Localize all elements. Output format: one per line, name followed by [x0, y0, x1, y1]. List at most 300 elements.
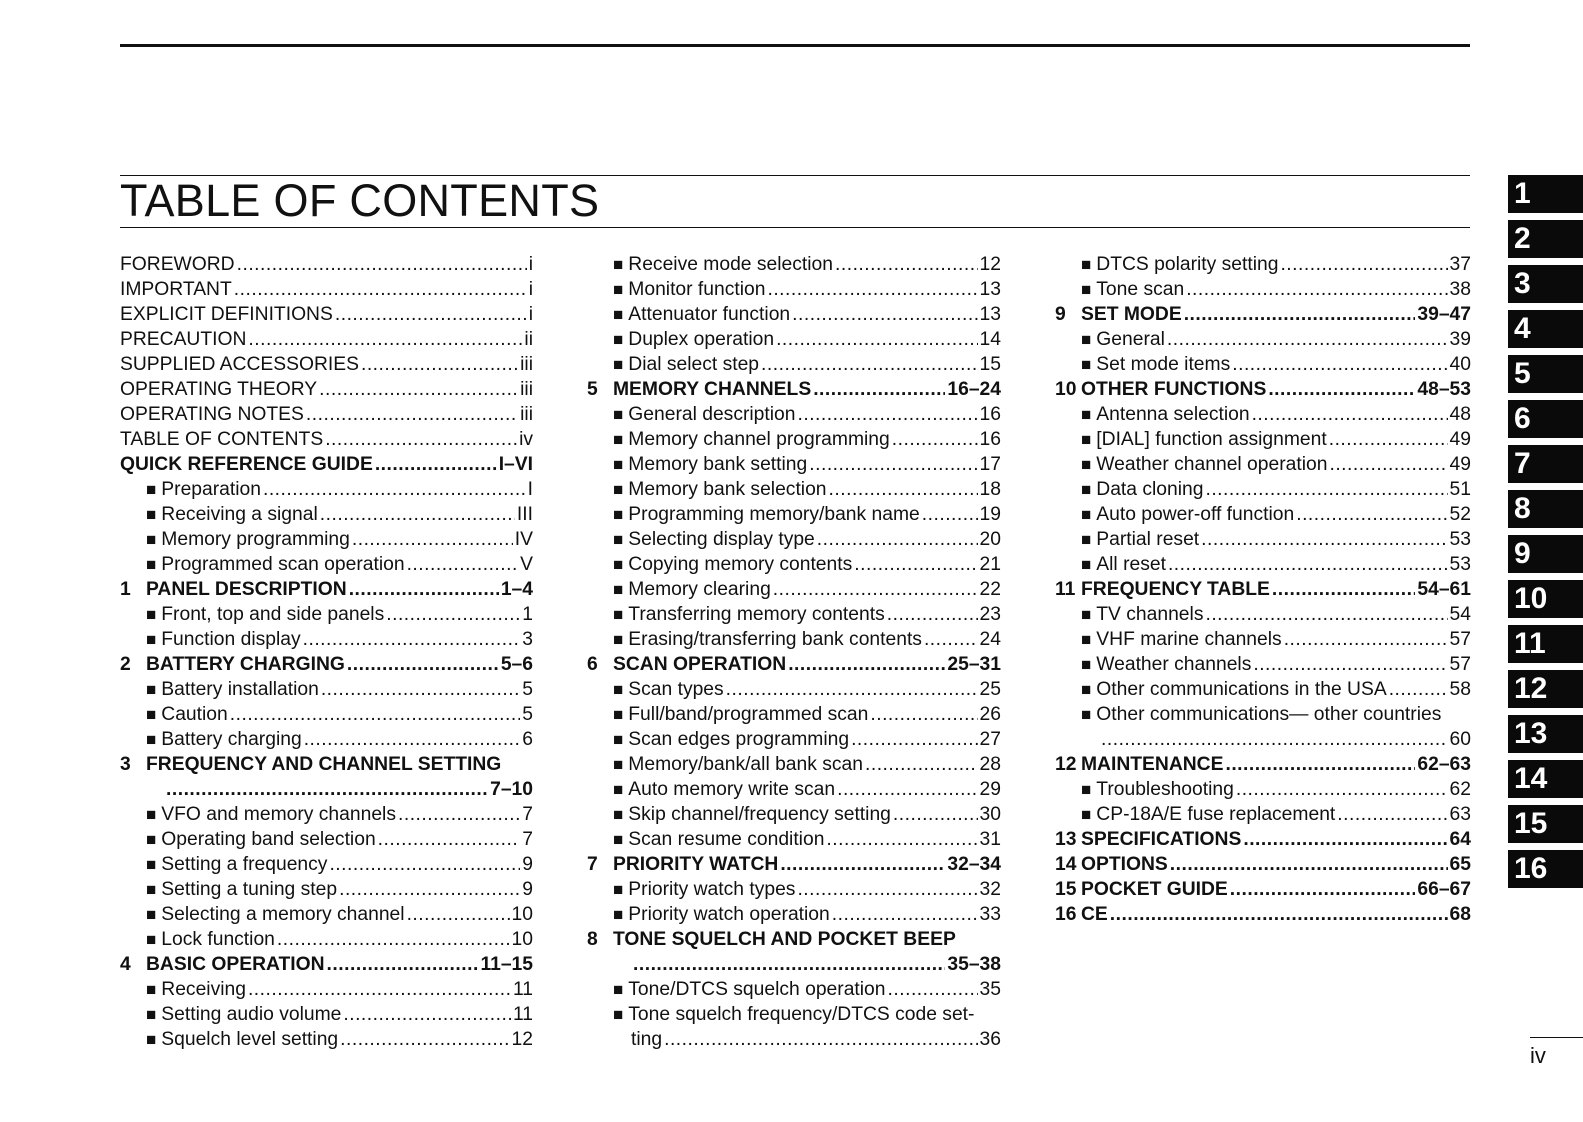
- entry-title: Programming memory/bank name: [628, 504, 920, 525]
- toc-entry[interactable]: [1055, 427, 1471, 452]
- toc-entry[interactable]: [120, 727, 533, 752]
- square-bullet-icon: ■: [146, 505, 157, 524]
- toc-entry[interactable]: [120, 352, 533, 377]
- entry-page: 7: [522, 804, 533, 825]
- entry-page: I–VI: [498, 454, 533, 475]
- toc-entry[interactable]: [120, 277, 533, 302]
- toc-entry[interactable]: [1055, 327, 1471, 352]
- toc-entry[interactable]: [587, 977, 1001, 1002]
- entry-page: i: [528, 304, 533, 325]
- toc-entry[interactable]: [587, 777, 1001, 802]
- entry-page: IV: [514, 529, 533, 550]
- dot-leader: [304, 727, 521, 752]
- toc-entry[interactable]: [120, 702, 533, 727]
- square-bullet-icon: ■: [613, 455, 624, 474]
- dot-leader: [1243, 827, 1447, 852]
- entry-page: III: [516, 504, 533, 525]
- chapter-title: SPECIFICATIONS: [1081, 829, 1242, 850]
- entry-title: ting: [631, 1029, 663, 1050]
- toc-entry[interactable]: [587, 277, 1001, 302]
- toc-entry[interactable]: [587, 677, 1001, 702]
- entry-page: 28: [979, 754, 1001, 775]
- toc-entry[interactable]: [120, 402, 533, 427]
- toc-chapter-entry[interactable]: [587, 377, 1001, 402]
- entry-page: 32: [979, 879, 1001, 900]
- entry-title: Caution: [161, 704, 228, 725]
- entry-page: 31: [979, 829, 1001, 850]
- dot-leader: [386, 602, 520, 627]
- chapter-title: FREQUENCY AND CHANNEL SETTING: [146, 754, 502, 775]
- toc-entry[interactable]: [1055, 802, 1471, 827]
- toc-entry[interactable]: [587, 727, 1001, 752]
- entry-page: 11: [512, 1004, 533, 1025]
- chapter-tab-14[interactable]: 14: [1508, 760, 1583, 798]
- toc-entry[interactable]: [120, 327, 533, 352]
- toc-entry[interactable]: [587, 552, 1001, 577]
- entry-title: Selecting a memory channel: [161, 904, 405, 925]
- toc-entry[interactable]: [587, 877, 1001, 902]
- chapter-tab-12[interactable]: 12: [1508, 670, 1583, 708]
- chapter-tab-9[interactable]: 9: [1508, 535, 1583, 573]
- toc-entry[interactable]: [1055, 602, 1471, 627]
- toc-entry[interactable]: [587, 452, 1001, 477]
- square-bullet-icon: ■: [146, 630, 157, 649]
- entry-page: 14: [979, 329, 1001, 350]
- toc-entry[interactable]: [120, 527, 533, 552]
- chapter-tab-15[interactable]: 15: [1508, 805, 1583, 843]
- toc-entry[interactable]: [587, 577, 1001, 602]
- toc-chapter-entry[interactable]: [1055, 827, 1471, 852]
- toc-entry[interactable]: [120, 477, 533, 502]
- toc-entry[interactable]: [587, 802, 1001, 827]
- entry-page: 40: [1449, 354, 1471, 375]
- dot-leader: [327, 952, 479, 977]
- chapter-tab-11[interactable]: 11: [1508, 625, 1583, 663]
- chapter-number: 1: [120, 579, 131, 600]
- chapter-tab-8[interactable]: 8: [1508, 490, 1583, 528]
- entry-title: SUPPLIED ACCESSORIES: [120, 354, 359, 375]
- chapter-tab-16[interactable]: 16: [1508, 850, 1583, 888]
- entry-title: VFO and memory channels: [161, 804, 396, 825]
- toc-entry[interactable]: [1055, 652, 1471, 677]
- dot-leader: [361, 352, 518, 377]
- toc-entry[interactable]: [1055, 702, 1471, 727]
- toc-chapter-entry[interactable]: [1055, 377, 1471, 402]
- square-bullet-icon: ■: [1081, 680, 1092, 699]
- toc-entry[interactable]: [120, 852, 533, 877]
- entry-title: Partial reset: [1096, 529, 1200, 550]
- toc-entry[interactable]: [1055, 777, 1471, 802]
- square-bullet-icon: ■: [613, 330, 624, 349]
- square-bullet-icon: ■: [146, 705, 157, 724]
- entry-page: 26: [979, 704, 1001, 725]
- entry-title: Tone/DTCS squelch operation: [628, 979, 886, 1000]
- toc-entry[interactable]: [1055, 352, 1471, 377]
- toc-chapter-continuation[interactable]: [587, 952, 1001, 977]
- dot-leader: [343, 1002, 511, 1027]
- toc-chapter-entry[interactable]: [1055, 902, 1471, 927]
- toc-entry[interactable]: [587, 1002, 1001, 1027]
- toc-entry[interactable]: [120, 877, 533, 902]
- entry-page: 33: [979, 904, 1001, 925]
- toc-entry[interactable]: [587, 752, 1001, 777]
- toc-entry[interactable]: [1055, 477, 1471, 502]
- header-rule: [120, 44, 1470, 47]
- entry-title: Operating band selection: [161, 829, 376, 850]
- entry-page: 52: [1449, 504, 1471, 525]
- chapter-pages: 35–38: [947, 954, 1001, 975]
- entry-page: 23: [979, 604, 1001, 625]
- entry-title: DTCS polarity setting: [1096, 254, 1279, 275]
- chapter-pages: 32–34: [947, 854, 1001, 875]
- toc-chapter-entry[interactable]: [587, 852, 1001, 877]
- toc-chapter-entry[interactable]: [1055, 577, 1471, 602]
- chapter-title: SET MODE: [1081, 304, 1182, 325]
- dot-leader: [1205, 477, 1447, 502]
- entry-page: 37: [1449, 254, 1471, 275]
- page-title: TABLE OF CONTENTS: [120, 175, 600, 226]
- toc-chapter-entry[interactable]: [1055, 852, 1471, 877]
- toc-column-2: [587, 252, 1001, 1052]
- entry-title: Receiving: [161, 979, 246, 1000]
- toc-entry[interactable]: [587, 702, 1001, 727]
- entry-page: 5: [522, 704, 533, 725]
- toc-entry[interactable]: [120, 552, 533, 577]
- toc-entry[interactable]: [120, 1027, 533, 1052]
- entry-title: Memory clearing: [628, 579, 771, 600]
- dot-leader: [340, 1027, 509, 1052]
- entry-title: General: [1096, 329, 1165, 350]
- chapter-pages: 16–24: [947, 379, 1001, 400]
- toc-chapter-entry[interactable]: [120, 577, 533, 602]
- toc-entry[interactable]: [1055, 452, 1471, 477]
- chapter-title: OTHER FUNCTIONS: [1081, 379, 1267, 400]
- chapter-tab-1[interactable]: 1: [1508, 175, 1583, 213]
- square-bullet-icon: ■: [613, 1005, 624, 1024]
- chapter-title: POCKET GUIDE: [1081, 879, 1228, 900]
- entry-page: 12: [979, 254, 1001, 275]
- entry-title: Troubleshooting: [1096, 779, 1234, 800]
- dot-leader: [234, 277, 527, 302]
- entry-title: Setting audio volume: [161, 1004, 342, 1025]
- entry-page: 16: [979, 429, 1001, 450]
- chapter-tab-5[interactable]: 5: [1508, 355, 1583, 393]
- toc-entry[interactable]: [587, 327, 1001, 352]
- square-bullet-icon: ■: [1081, 555, 1092, 574]
- square-bullet-icon: ■: [1081, 455, 1092, 474]
- entry-page: 1: [522, 604, 533, 625]
- square-bullet-icon: ■: [613, 605, 624, 624]
- square-bullet-icon: ■: [613, 530, 624, 549]
- square-bullet-icon: ■: [146, 555, 157, 574]
- toc-entry[interactable]: [587, 527, 1001, 552]
- dot-leader: [1272, 577, 1415, 602]
- toc-entry[interactable]: [587, 502, 1001, 527]
- square-bullet-icon: ■: [146, 805, 157, 824]
- dot-leader: [1186, 277, 1447, 302]
- toc-chapter-entry[interactable]: [1055, 752, 1471, 777]
- toc-entry[interactable]: [120, 927, 533, 952]
- chapter-number: 9: [1055, 304, 1066, 325]
- entry-page: 58: [1449, 679, 1471, 700]
- entry-page: 48: [1449, 404, 1471, 425]
- chapter-title: OPTIONS: [1081, 854, 1168, 875]
- chapter-tab-10[interactable]: 10: [1508, 580, 1583, 618]
- toc-entry[interactable]: [120, 977, 533, 1002]
- dot-leader: [835, 252, 978, 277]
- entry-title: Preparation: [161, 479, 261, 500]
- square-bullet-icon: ■: [1081, 505, 1092, 524]
- chapter-title: MAINTENANCE: [1081, 754, 1224, 775]
- entry-page: 15: [979, 354, 1001, 375]
- entry-page: 39: [1449, 329, 1471, 350]
- entry-title: Memory bank selection: [628, 479, 827, 500]
- dot-leader: [893, 802, 978, 827]
- toc-entry[interactable]: [120, 902, 533, 927]
- dot-leader: [865, 752, 978, 777]
- toc-chapter-continuation[interactable]: [120, 777, 533, 802]
- toc-entry[interactable]: [587, 427, 1001, 452]
- chapter-number: 5: [587, 379, 598, 400]
- toc-entry[interactable]: [120, 627, 533, 652]
- entry-page: 16: [979, 404, 1001, 425]
- square-bullet-icon: ■: [146, 930, 157, 949]
- entry-title: IMPORTANT: [120, 279, 232, 300]
- entry-page: 10: [511, 929, 533, 950]
- dot-leader: [870, 702, 977, 727]
- chapter-title: PRIORITY WATCH: [613, 854, 779, 875]
- entry-title: Setting a tuning step: [161, 879, 338, 900]
- page-number-rule: [1530, 1037, 1583, 1038]
- chapter-title: MEMORY CHANNELS: [613, 379, 812, 400]
- entry-title: Lock function: [161, 929, 275, 950]
- dot-leader: [248, 977, 511, 1002]
- square-bullet-icon: ■: [613, 780, 624, 799]
- entry-page: 5: [522, 679, 533, 700]
- dot-leader: [237, 252, 527, 277]
- toc-entry[interactable]: [587, 1027, 1001, 1052]
- dot-leader: [375, 452, 497, 477]
- square-bullet-icon: ■: [146, 880, 157, 899]
- square-bullet-icon: ■: [613, 805, 624, 824]
- toc-entry[interactable]: [587, 602, 1001, 627]
- chapter-pages: 65: [1449, 854, 1471, 875]
- toc-entry[interactable]: [1055, 277, 1471, 302]
- square-bullet-icon: ■: [146, 605, 157, 624]
- entry-title: OPERATING NOTES: [120, 404, 304, 425]
- entry-title: Other communications— other countries: [1096, 704, 1442, 725]
- toc-entry[interactable]: [120, 802, 533, 827]
- toc-chapter-entry[interactable]: [120, 752, 533, 777]
- dot-leader: [407, 552, 519, 577]
- entry-title: Programmed scan operation: [161, 554, 405, 575]
- entry-title: Weather channels: [1096, 654, 1252, 675]
- chapter-number: 11: [1055, 579, 1076, 600]
- entry-title: Antenna selection: [1096, 404, 1250, 425]
- entry-title: Battery installation: [161, 679, 319, 700]
- chapter-number: 16: [1055, 904, 1077, 925]
- dot-leader: [888, 977, 978, 1002]
- toc-chapter-entry[interactable]: [120, 652, 533, 677]
- toc-entry[interactable]: [120, 827, 533, 852]
- dot-leader: [277, 927, 510, 952]
- dot-leader: [1201, 527, 1447, 552]
- chapter-tab-3[interactable]: 3: [1508, 265, 1583, 303]
- toc-entry[interactable]: [120, 1002, 533, 1027]
- chapter-title: CE: [1081, 904, 1108, 925]
- square-bullet-icon: ■: [613, 280, 624, 299]
- dot-leader: [813, 377, 945, 402]
- dot-leader: [1170, 852, 1448, 877]
- entry-title: FOREWORD: [120, 254, 235, 275]
- entry-title: Attenuator function: [628, 304, 791, 325]
- toc-entry[interactable]: [1055, 502, 1471, 527]
- toc-entry[interactable]: [587, 252, 1001, 277]
- entry-title: Memory/bank/all bank scan: [628, 754, 863, 775]
- chapter-pages: 5–6: [500, 654, 533, 675]
- entry-page: 18: [979, 479, 1001, 500]
- square-bullet-icon: ■: [613, 505, 624, 524]
- chapter-title: FREQUENCY TABLE: [1081, 579, 1270, 600]
- dot-leader: [1329, 427, 1448, 452]
- toc-entry[interactable]: [587, 302, 1001, 327]
- chapter-tab-7[interactable]: 7: [1508, 445, 1583, 483]
- dot-leader: [817, 527, 978, 552]
- toc-chapter-entry[interactable]: [1055, 877, 1471, 902]
- dot-leader: [832, 902, 978, 927]
- toc-entry[interactable]: [120, 677, 533, 702]
- chapter-number: 14: [1055, 854, 1077, 875]
- toc-entry[interactable]: [120, 602, 533, 627]
- square-bullet-icon: ■: [1081, 805, 1092, 824]
- entry-title: Priority watch operation: [628, 904, 830, 925]
- entry-page: iii: [520, 404, 533, 425]
- entry-title: Scan types: [628, 679, 724, 700]
- dot-leader: [633, 952, 945, 977]
- toc-entry[interactable]: [587, 902, 1001, 927]
- toc-entry[interactable]: [120, 427, 533, 452]
- entry-page: 7: [522, 829, 533, 850]
- toc-entry[interactable]: [1055, 627, 1471, 652]
- square-bullet-icon: ■: [613, 580, 624, 599]
- dot-leader: [347, 652, 499, 677]
- entry-title: PRECAUTION: [120, 329, 247, 350]
- entry-title: Priority watch types: [628, 879, 796, 900]
- entry-title: Full/band/programmed scan: [628, 704, 869, 725]
- dot-leader: [378, 827, 521, 852]
- chapter-number: 15: [1055, 879, 1077, 900]
- square-bullet-icon: ■: [613, 880, 624, 899]
- square-bullet-icon: ■: [1081, 480, 1092, 499]
- toc-chapter-entry[interactable]: [1055, 302, 1471, 327]
- dot-leader: [1101, 727, 1448, 752]
- toc-entry[interactable]: [587, 827, 1001, 852]
- dot-leader: [773, 577, 978, 602]
- toc-entry[interactable]: [120, 252, 533, 277]
- entry-title: CP-18A/E fuse replacement: [1096, 804, 1336, 825]
- dot-leader: [1232, 352, 1447, 377]
- dot-leader: [407, 902, 510, 927]
- toc-entry[interactable]: [587, 477, 1001, 502]
- entry-title: OPERATING THEORY: [120, 379, 318, 400]
- toc-entry[interactable]: [120, 302, 533, 327]
- toc-entry[interactable]: [587, 402, 1001, 427]
- square-bullet-icon: ■: [613, 630, 624, 649]
- entry-title: Tone squelch frequency/DTCS code set-: [628, 1004, 975, 1025]
- toc-entry[interactable]: [1055, 727, 1471, 752]
- chapter-pages: 48–53: [1417, 379, 1471, 400]
- chapter-pages: 11–15: [480, 954, 533, 975]
- entry-page: 11: [512, 979, 533, 1000]
- entry-title: Scan edges programming: [628, 729, 850, 750]
- entry-page: 38: [1449, 279, 1471, 300]
- square-bullet-icon: ■: [146, 855, 157, 874]
- chapter-pages: 1–4: [500, 579, 533, 600]
- entry-title: Tone scan: [1096, 279, 1185, 300]
- toc-entry[interactable]: [1055, 402, 1471, 427]
- dot-leader: [1184, 302, 1416, 327]
- entry-title: Duplex operation: [628, 329, 775, 350]
- toc-entry[interactable]: [587, 627, 1001, 652]
- dot-leader: [664, 1027, 977, 1052]
- square-bullet-icon: ■: [1081, 705, 1092, 724]
- toc-chapter-entry[interactable]: [587, 652, 1001, 677]
- toc-entry[interactable]: [1055, 677, 1471, 702]
- dot-leader: [263, 477, 526, 502]
- square-bullet-icon: ■: [1081, 255, 1092, 274]
- dot-leader: [1284, 627, 1448, 652]
- entry-page: ii: [524, 329, 533, 350]
- dot-leader: [1389, 677, 1448, 702]
- entry-title: EXPLICIT DEFINITIONS: [120, 304, 333, 325]
- chapter-tab-4[interactable]: 4: [1508, 310, 1583, 348]
- entry-page: 10: [511, 904, 533, 925]
- entry-title: [DIAL] function assignment: [1096, 429, 1327, 450]
- entry-page: 51: [1449, 479, 1471, 500]
- toc-chapter-entry[interactable]: [120, 952, 533, 977]
- toc-entry[interactable]: [120, 502, 533, 527]
- entry-page: 63: [1449, 804, 1471, 825]
- chapter-tab-13[interactable]: 13: [1508, 715, 1583, 753]
- chapter-tab-6[interactable]: 6: [1508, 400, 1583, 438]
- dot-leader: [230, 702, 521, 727]
- page-number: iv: [1530, 1043, 1546, 1068]
- entry-title: Dial select step: [628, 354, 760, 375]
- toc-entry[interactable]: [120, 452, 533, 477]
- chapter-number: 8: [587, 929, 598, 950]
- square-bullet-icon: ■: [146, 905, 157, 924]
- square-bullet-icon: ■: [613, 830, 624, 849]
- entry-page: 19: [979, 504, 1001, 525]
- toc-entry[interactable]: [1055, 252, 1471, 277]
- entry-title: Monitor function: [628, 279, 766, 300]
- chapter-tab-2[interactable]: 2: [1508, 220, 1583, 258]
- entry-title: Scan resume condition: [628, 829, 825, 850]
- entry-title: Receive mode selection: [628, 254, 833, 275]
- entry-title: Front, top and side panels: [161, 604, 385, 625]
- square-bullet-icon: ■: [146, 480, 157, 499]
- entry-page: i: [528, 279, 533, 300]
- toc-entry[interactable]: [120, 377, 533, 402]
- dot-leader: [780, 852, 945, 877]
- entry-title: Receiving a signal: [161, 504, 318, 525]
- entry-page: V: [520, 554, 533, 575]
- toc-entry[interactable]: [1055, 552, 1471, 577]
- toc-entry[interactable]: [587, 352, 1001, 377]
- square-bullet-icon: ■: [146, 680, 157, 699]
- toc-entry[interactable]: [1055, 527, 1471, 552]
- toc-chapter-entry[interactable]: [587, 927, 1001, 952]
